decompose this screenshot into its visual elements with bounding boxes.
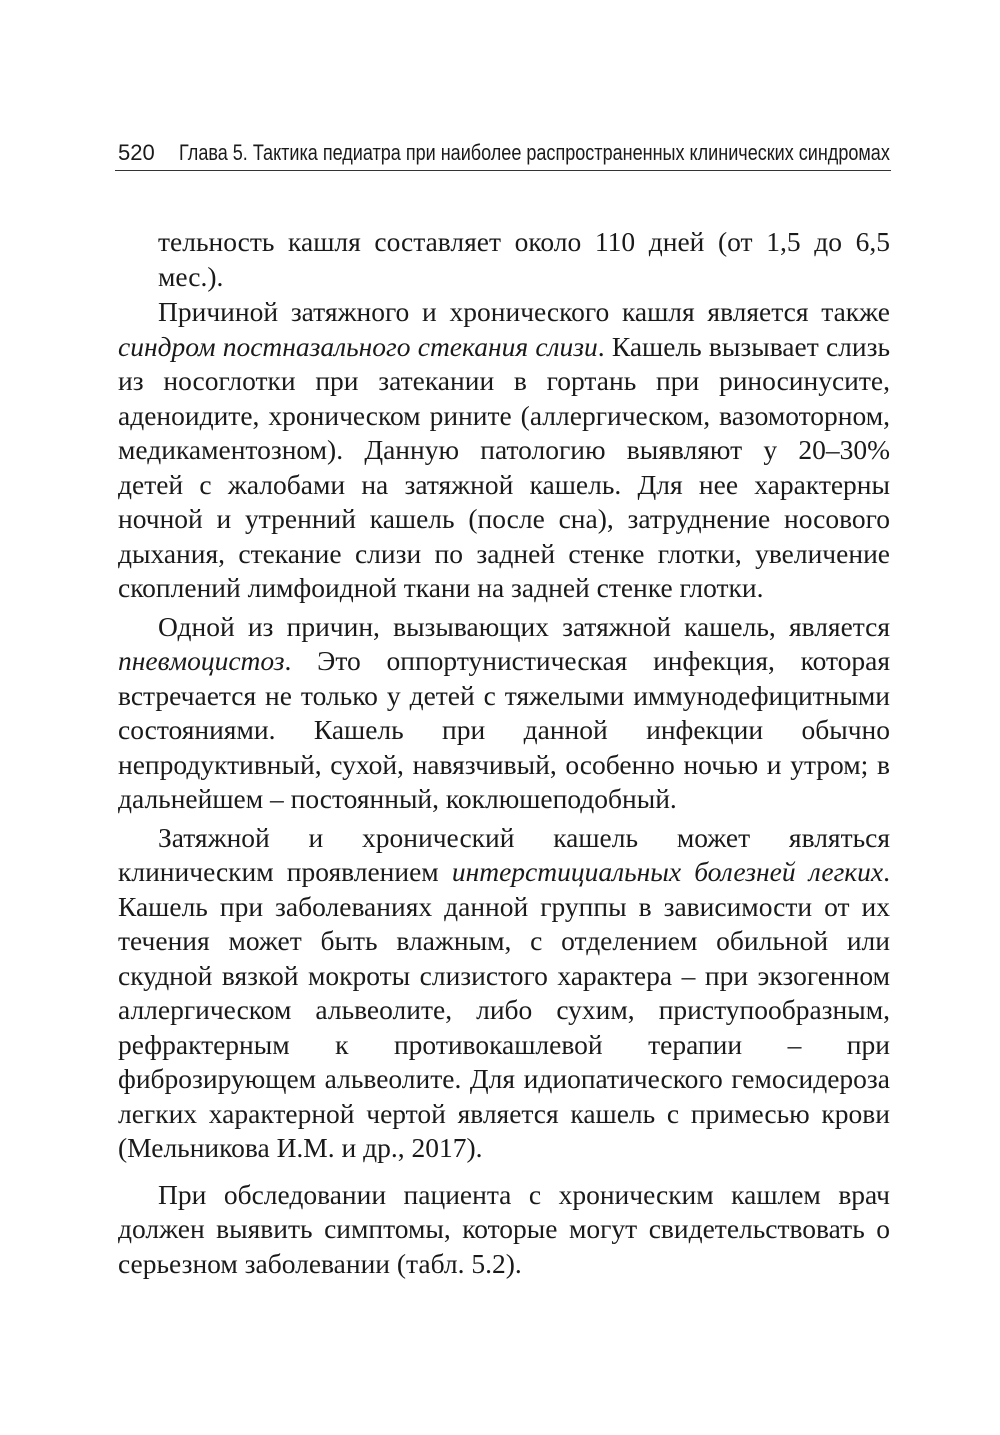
emphasis-term: пневмоцистоз bbox=[118, 645, 285, 676]
paragraph-text: . Кашель вызывает слизь из носоглотки при затекании в гортань при риносинусите, аденоидите, хроническом рините (аллергическом, вазомоторном, медикаментозном). Данную патологию выявляют у 20–30% детей с жалобами на затяжной кашель. Для нее характерны ночной и утренний кашель (после сна), затруднение носового дыхания, стекание слизи по задней стенке глотки, увеличение скоплений лимфоидной ткани на задней стенке глотки. bbox=[118, 330, 890, 603]
paragraph-text: Одной из причин, вызывающих затяжной кашель, является bbox=[158, 610, 890, 642]
emphasis-term: синдром постназального стекания слизи bbox=[118, 330, 598, 362]
paragraph-postnasal-drip bbox=[118, 295, 890, 606]
header-divider bbox=[115, 170, 891, 171]
running-head: Глава 5. Тактика педиатра при наиболее распространенных клинических синдромах bbox=[179, 140, 890, 165]
paragraph-text: . Кашель при заболеваниях данной группы в зависимости от их течения может быть влажным, с отделением обильной или скудной вязкой мокроты слизистого характера – при экзогенном аллергическом альвеолите, либо сухим, приступообразным, рефрактерным к противокашлевой терапии – при фиброзирующем альвеолите. Для идиопатического гемосидероза легких характерной чертой является кашель с примесью крови (Мельникова И.М. и др., 2017). bbox=[118, 856, 891, 1163]
paragraph-text: Причиной затяжного и хронического кашля является также bbox=[158, 296, 890, 327]
paragraph-text: Затяжной и хронический кашель может являться клиническим проявлением bbox=[118, 821, 890, 887]
emphasis-term: интерстициальных болезней легких bbox=[451, 856, 884, 887]
paragraph-text: . Это оппортунистическая инфекция, которая встречается не только у детей с тяжелыми иммунодефицитными состояниями. Кашель при данной инфекции обычно непродуктивный, сухой, навязчивый, особенно ночью и утром; в дальнейшем – постоянный, коклюшеподобный. bbox=[118, 645, 890, 814]
page-header bbox=[118, 135, 890, 171]
paragraph-text: При обследовании пациента с хроническим кашлем врач должен выявить симптомы, которые могут свидетельствовать о серьезном заболевании (табл. 5.2). bbox=[118, 1178, 890, 1279]
body-text bbox=[118, 225, 890, 1281]
paragraph-examination bbox=[118, 1178, 890, 1282]
page-number: 520 bbox=[118, 140, 155, 165]
paragraph-interstitial-lung-disease bbox=[118, 821, 890, 1166]
paragraph-text: тельность кашля составляет около 110 дней (от 1,5 до 6,5 мес.). bbox=[158, 226, 890, 292]
paragraph-continuation bbox=[118, 225, 890, 294]
paragraph-pneumocystosis bbox=[118, 610, 890, 817]
